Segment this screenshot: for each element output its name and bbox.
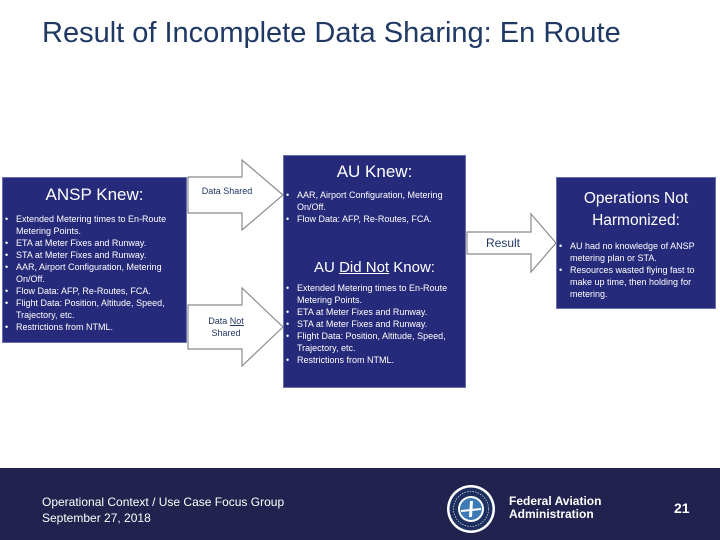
not-shared-emphasis: Not <box>229 316 244 326</box>
not-shared-suffix: Shared <box>211 328 241 338</box>
au-knew-item: • Flow Data: AFP, Re-Routes, FCA. <box>284 213 465 225</box>
operations-heading: Operations Not Harmonized: <box>583 190 689 229</box>
faa-seal-icon <box>446 484 496 534</box>
ansp-item: • ETA at Meter Fixes and Runway. <box>3 237 186 249</box>
au-not-item: • Flight Data: Position, Altitude, Speed, Trajectory, etc. <box>284 330 465 354</box>
slide-title: Result of Incomplete Data Sharing: En Route <box>42 17 621 49</box>
au-not-item: • STA at Meter Fixes and Runway. <box>284 318 465 330</box>
ansp-item: • AAR, Airport Configuration, Metering On/Off. <box>3 261 186 285</box>
au-did-not-know-heading <box>284 259 465 276</box>
data-not-shared-label <box>196 315 256 339</box>
ansp-knew-panel <box>2 177 187 343</box>
au-knew-item: • AAR, Airport Configuration, Metering On/Off. <box>284 189 465 213</box>
operations-panel <box>556 177 716 309</box>
footer-meeting-title: Operational Context / Use Case Focus Group <box>42 495 285 509</box>
agency-name-line2: Administration <box>509 507 594 521</box>
page-number: 21 <box>674 500 690 516</box>
footer-date: September 27, 2018 <box>42 511 151 525</box>
ansp-knew-heading: ANSP Knew: <box>45 185 144 204</box>
not-shared-prefix: Data <box>208 316 230 326</box>
au-not-prefix: AU <box>314 259 340 276</box>
au-not-item: • Extended Metering times to En-Route Metering Points. <box>284 282 465 306</box>
agency-name-line1: Federal Aviation <box>509 494 602 508</box>
ansp-item: • Flow Data: AFP, Re-Routes, FCA. <box>3 285 186 297</box>
au-not-suffix: Know: <box>389 259 435 276</box>
ansp-item: • STA at Meter Fixes and Runway. <box>3 249 186 261</box>
au-knew-list <box>284 189 465 225</box>
operations-list <box>557 240 715 300</box>
au-not-item: • ETA at Meter Fixes and Runway. <box>284 306 465 318</box>
au-knew-panel <box>283 155 466 388</box>
ansp-item: • Extended Metering times to En-Route Metering Points. <box>3 213 186 237</box>
au-did-not-know-list <box>284 282 465 366</box>
result-label: Result <box>485 236 520 250</box>
ops-item: • Resources wasted flying fast to make up time, then holding for metering. <box>557 264 715 300</box>
au-not-emphasis: Did Not <box>339 259 390 276</box>
data-shared-label: Data Shared <box>201 186 253 196</box>
ops-item: • AU had no knowledge of ANSP metering plan or STA. <box>557 240 715 264</box>
ansp-knew-list <box>3 213 186 333</box>
ansp-item: • Restrictions from NTML. <box>3 321 186 333</box>
au-knew-heading: AU Knew: <box>336 162 413 181</box>
au-not-item: • Restrictions from NTML. <box>284 354 465 366</box>
ansp-item: • Flight Data: Position, Altitude, Speed, Trajectory, etc. <box>3 297 186 321</box>
